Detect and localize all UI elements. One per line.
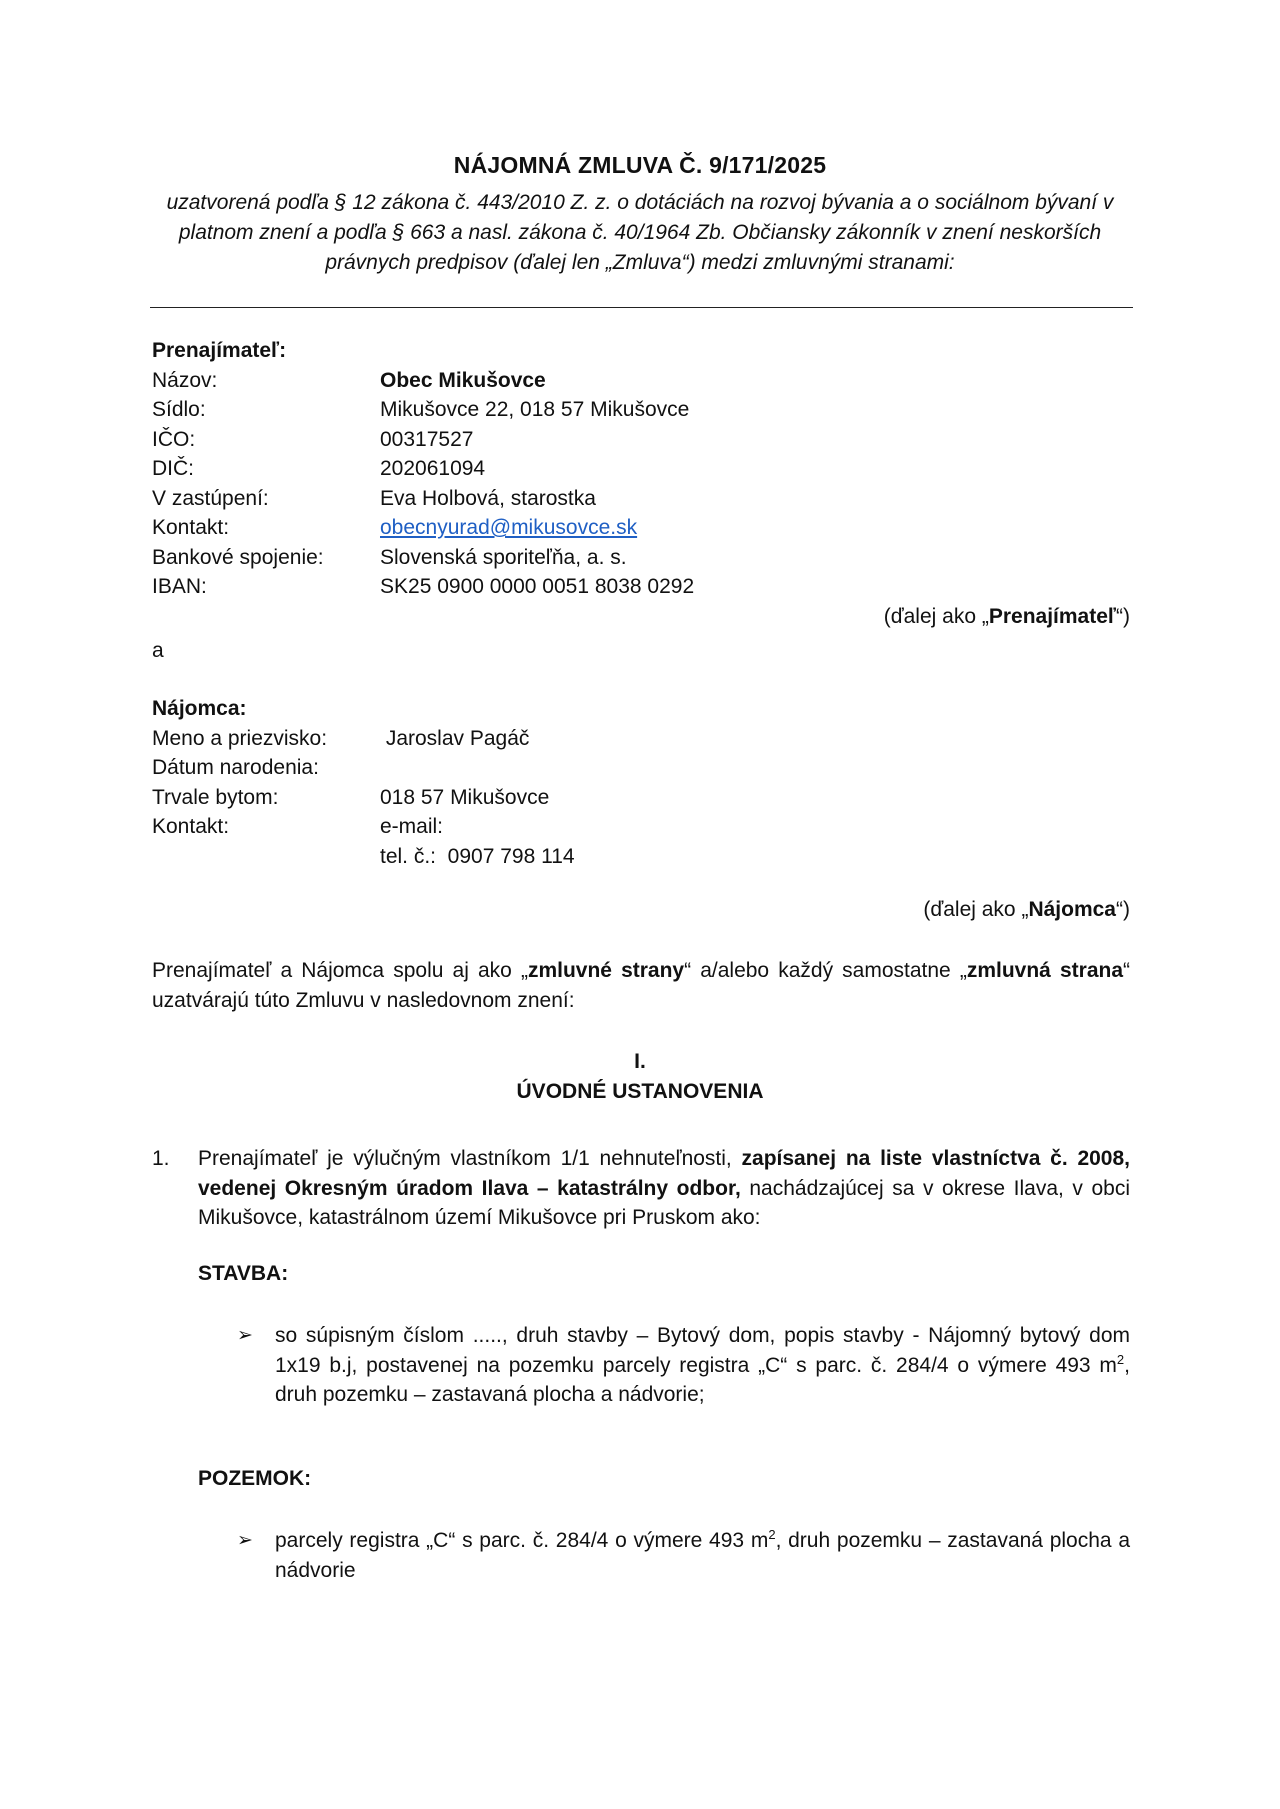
superscript: 2 xyxy=(1116,1351,1125,1367)
subtitle-line: platnom znení a podľa § 663 a nasl. zákona č. 40/1964 Zb. Občiansky zákonník v znení neskorších xyxy=(178,221,1102,244)
row-label: Dátum narodenia: xyxy=(152,756,319,779)
row-label: DIČ: xyxy=(152,457,194,480)
document-subtitle xyxy=(150,188,1130,278)
note-suffix: “) xyxy=(1116,898,1130,921)
row-label: IČO: xyxy=(152,427,196,451)
tenant-heading: Nájomca: xyxy=(152,697,247,720)
row-label: Sídlo: xyxy=(152,398,206,421)
landlord-iban: SK25 0900 0000 0051 8038 0292 xyxy=(380,575,695,598)
stavba-heading: STAVBA: xyxy=(198,1262,289,1285)
tenant-row-name xyxy=(152,724,852,754)
connector-text: a xyxy=(152,639,164,662)
landlord-row-ico xyxy=(152,425,852,455)
landlord-name: Obec Mikušovce xyxy=(380,368,546,392)
tenant-name: Jaroslav Pagáč xyxy=(380,726,530,750)
text: , druh pozemku – zastavaná plocha a nádvorie xyxy=(275,1529,1131,1582)
parties-line xyxy=(152,956,1130,986)
row-label: Kontakt: xyxy=(152,516,230,539)
note-prefix: (ďalej ako „ xyxy=(923,898,1029,921)
section-number: I. xyxy=(634,1050,646,1073)
tenant-row-contact xyxy=(152,812,852,842)
pozemok-heading: POZEMOK: xyxy=(198,1467,312,1490)
text: so súpisným číslom ....., druh stavby – Bytový dom, popis stavby - Nájomný bytový dom 1x19 b.j, postavenej na pozemku parcely registra „C“ s parc. č. 284/4 o výmere 493 m xyxy=(275,1324,1130,1377)
landlord-email-link[interactable]: obecnyurad@mikusovce.sk xyxy=(380,516,638,539)
parties-line: uzatvárajú túto Zmluvu v nasledovnom znení: xyxy=(152,988,575,1012)
row-label xyxy=(152,842,380,872)
bold-text: zapísanej na liste vlastníctva č. 2008, vedenej Okresným úradom Ilava – katastrálny odbor, xyxy=(198,1147,1130,1200)
tenant-block xyxy=(152,694,852,871)
landlord-row-contact xyxy=(152,513,852,543)
row-label: Bankové spojenie: xyxy=(152,545,324,569)
tenant-phone: tel. č.: 0907 798 114 xyxy=(380,844,575,868)
landlord-bank: Slovenská sporiteľňa, a. s. xyxy=(380,545,627,569)
text: “ xyxy=(1123,959,1131,982)
tenant-row-address xyxy=(152,783,852,813)
parties-paragraph xyxy=(152,956,1130,1015)
note-suffix: “) xyxy=(1116,605,1130,628)
note-bold: Prenajímateľ xyxy=(988,605,1116,628)
tenant-row-birthdate xyxy=(152,753,852,783)
arrow-bullet-icon: ➢ xyxy=(237,1325,253,1346)
landlord-row-dic xyxy=(152,454,852,484)
text: nachádzajúcej sa v okrese Ilava, v obci Mikušovce, katastrálnom území Mikušovce pri Pruskom ako: xyxy=(198,1176,1130,1229)
landlord-ico: 00317527 xyxy=(380,427,474,451)
tenant-address: 018 57 Mikušovce xyxy=(380,785,550,809)
text: “ a/alebo každý samostatne „ xyxy=(684,959,967,982)
row-label: Meno a priezvisko: xyxy=(152,726,328,750)
text: Prenajímateľ je výlučným vlastníkom 1/1 nehnuteľnosti, xyxy=(198,1147,742,1170)
subtitle-line: právnych predpisov (ďalej len „Zmluva“) medzi zmluvnými stranami: xyxy=(325,251,955,274)
landlord-seat: Mikušovce 22, 018 57 Mikušovce xyxy=(380,398,690,421)
superscript: 2 xyxy=(768,1527,776,1542)
pozemok-text xyxy=(275,1526,1130,1585)
tenant-row-phone xyxy=(152,842,852,872)
row-label: IBAN: xyxy=(152,575,207,598)
landlord-representative: Eva Holbová, starostka xyxy=(380,486,596,510)
tenant-designation xyxy=(600,898,1130,922)
item-number: 1. xyxy=(152,1147,170,1170)
landlord-heading: Prenajímateľ: xyxy=(152,339,287,362)
bold-text: zmluvné strany xyxy=(527,959,685,982)
subtitle-line: uzatvorená podľa § 12 zákona č. 443/2010 Z. z. o dotáciách na rozvoj bývania a o sociálnom bývaní v xyxy=(166,191,1114,214)
landlord-row-seat xyxy=(152,395,852,425)
text: parcely registra „C“ s parc. č. 284/4 o výmere 493 m xyxy=(275,1529,769,1552)
landlord-block xyxy=(152,336,852,602)
landlord-designation xyxy=(600,605,1130,629)
document-title: NÁJOMNÁ ZMLUVA Č. 9/171/2025 xyxy=(453,152,827,178)
landlord-row-name xyxy=(152,366,852,396)
bold-text: zmluvná strana xyxy=(966,959,1124,982)
row-label: Názov: xyxy=(152,368,218,392)
section-title: ÚVODNÉ USTANOVENIA xyxy=(516,1080,764,1103)
header-divider xyxy=(150,307,1133,308)
stavba-text xyxy=(275,1321,1130,1410)
row-label: V zastúpení: xyxy=(152,486,269,510)
landlord-row-representative xyxy=(152,484,852,514)
landlord-row-iban xyxy=(152,572,852,602)
item-1-text xyxy=(198,1144,1130,1233)
note-bold: Nájomca xyxy=(1028,898,1116,921)
landlord-dic: 202061094 xyxy=(380,457,486,480)
tenant-email: e-mail: xyxy=(380,815,444,838)
arrow-bullet-icon: ➢ xyxy=(237,1530,253,1551)
text: Prenajímateľ a Nájomca spolu aj ako „ xyxy=(152,959,528,982)
note-prefix: (ďalej ako „ xyxy=(883,605,989,628)
landlord-row-bank xyxy=(152,543,852,573)
row-label: Kontakt: xyxy=(152,815,230,838)
row-label: Trvale bytom: xyxy=(152,785,279,809)
text: , druh pozemku – zastavaná plocha a nádvorie; xyxy=(275,1353,1130,1406)
